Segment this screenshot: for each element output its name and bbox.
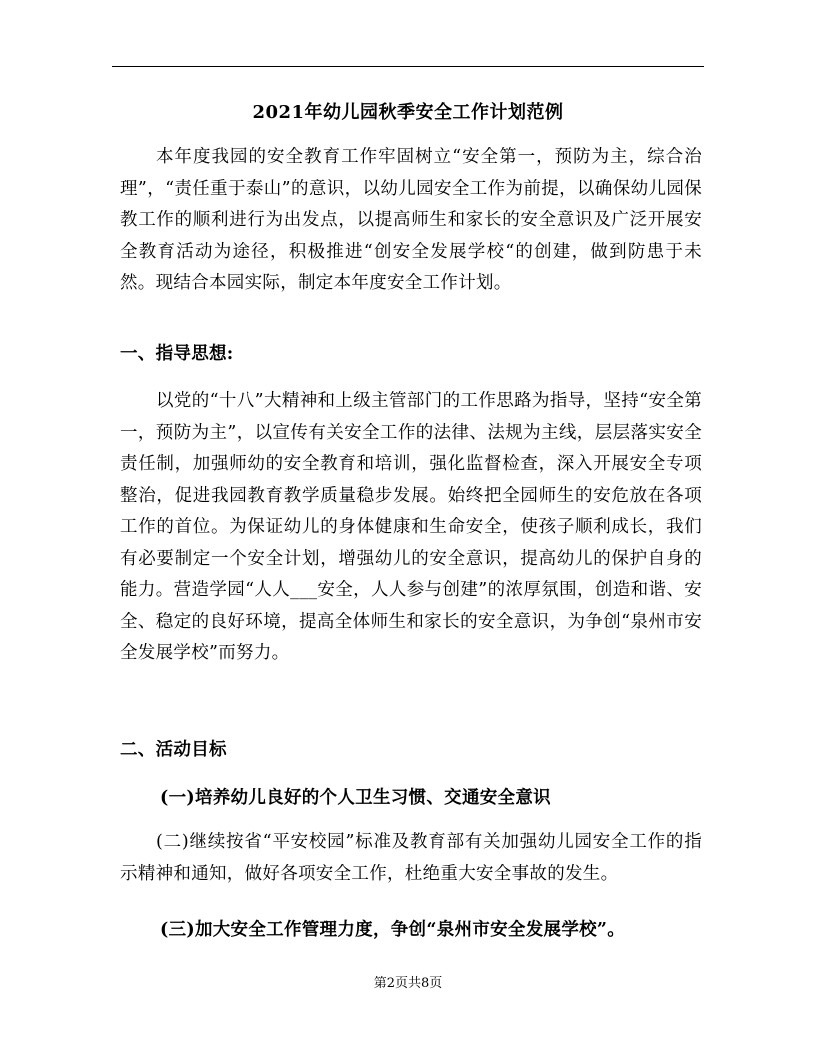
header-rule — [112, 66, 704, 67]
goal-two-paragraph: (二)继续按省“平安校园”标准及教育部有关加强幼儿园安全工作的指示精神和通知，做好各项安全工作，杜绝重大安全事故的发生。 — [120, 832, 702, 884]
guiding-ideology-paragraph: 以党的“十八”大精神和上级主管部门的工作思路为指导，坚持“安全第一，预防为主”，以宣传有关安全工作的法律、法规为主线，层层落实安全责任制，加强师幼的安全教育和培训，强化监督检查，深入开展安全专项整治，促进我园教育教学质量稳步发展。始终把全园师生的安危放在各项工作的首位。为保证幼儿的身体健康和生命安全，使孩子顺利成长，我们有必要制定一个安全计划，增强幼儿的安全意识，提高幼儿的保护自身的能力。营造学园“人人___安全，人人参与创建”的浓厚氛围，创造和谐、安全、稳定的良好环境，提高全体师生和家长的安全意识，为争创“泉州市安全发展学校”而努力。 — [120, 391, 702, 663]
page-number-footer: 第2页共8页 — [373, 976, 443, 991]
section-heading-activity-goals: 二、活动目标 — [120, 740, 227, 760]
goal-one: (一)培养幼儿良好的个人卫生习惯、交通安全意识 — [160, 788, 551, 808]
intro-paragraph: 本年度我园的安全教育工作牢固树立“安全第一，预防为主，综合治理”，“责任重于泰山”的意识，以幼儿园安全工作为前提，以确保幼儿园保教工作的顺利进行为出发点，以提高师生和家长的安全意识及广泛开展安全教育活动为途径，积极推进“创安全发展学校“的创建，做到防患于未然。现结合本园实际，制定本年度安全工作计划。 — [120, 147, 702, 293]
goal-three: (三)加大安全工作管理力度，争创“泉州市安全发展学校”。 — [160, 920, 626, 940]
section-heading-guiding-ideology: 一、指导思想: — [120, 344, 234, 364]
document-title: 2021年幼儿园秋季安全工作计划范例 — [252, 102, 564, 123]
